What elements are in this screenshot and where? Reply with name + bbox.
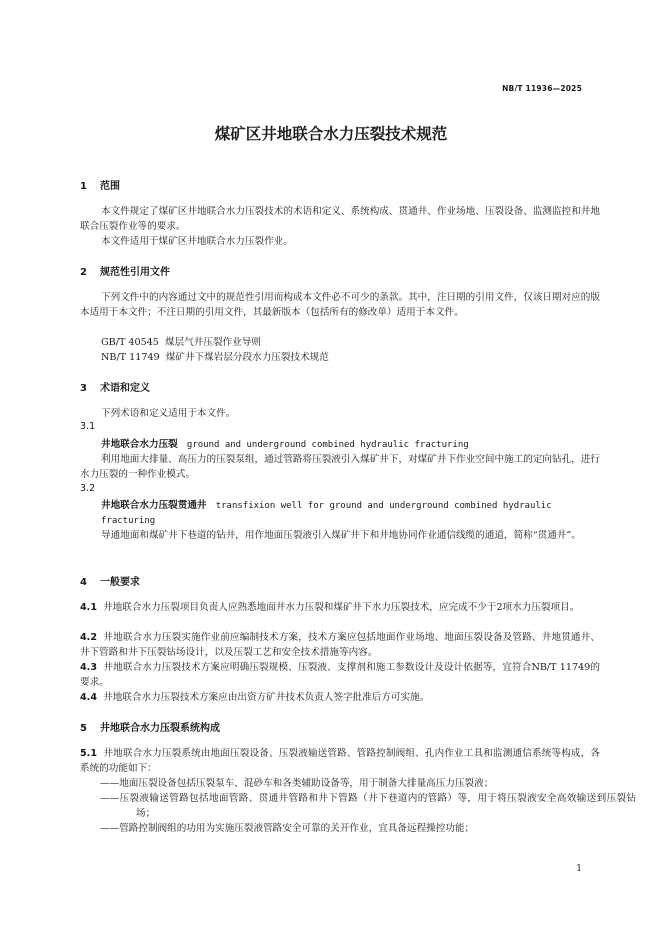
section-number: 4 bbox=[80, 577, 87, 588]
section-title: 术语和定义 bbox=[100, 383, 150, 394]
reference-code: GB/T 40545 bbox=[101, 337, 159, 348]
section-heading-2 bbox=[80, 263, 170, 278]
clause-number: 4.1 bbox=[80, 602, 97, 613]
clause-number: 4.2 bbox=[80, 632, 97, 643]
section-heading-5 bbox=[80, 719, 220, 734]
clause-text: 井地联合水力压裂技术方案应由出资方矿井技术负责人签字批准后方可实施。 bbox=[103, 692, 430, 703]
term-chinese: 井地联合水力压裂 bbox=[101, 439, 178, 450]
term-english-continued bbox=[101, 513, 155, 529]
section-title: 范围 bbox=[100, 181, 120, 192]
section-number: 1 bbox=[80, 181, 87, 192]
section-number: 5 bbox=[80, 723, 87, 734]
term-entry bbox=[101, 437, 469, 453]
reference-code: NB/T 11749 bbox=[101, 352, 160, 363]
term-number: 3.1 bbox=[80, 421, 96, 432]
section-heading-3 bbox=[80, 379, 150, 394]
section-number: 2 bbox=[80, 267, 87, 278]
section-number: 3 bbox=[80, 383, 87, 394]
section-heading-4 bbox=[80, 573, 140, 588]
term-chinese: 井地联合水力压裂贯通井 bbox=[101, 500, 207, 511]
clause-text: 井地联合水力压裂系统由地面压裂设备、压裂液输送管路、管路控制阀组、孔内作业工具和监测通信系统等构成，各系统的功能如下： bbox=[80, 748, 601, 774]
term-definition: 利用地面大排量、高压力的压裂泵组，通过管路将压裂液引入煤矿井下，对煤矿井下作业空间中施工的定向钻孔，进行水力压裂的一种作业模式。 bbox=[80, 454, 600, 480]
clause-text: 井地联合水力压裂项目负责人应熟悉地面井水力压裂和煤矿井下水力压裂技术，应完成不少于2项水力压裂项目。 bbox=[103, 602, 580, 613]
references-paragraph: 下列文件中的内容通过文中的规范性引用而构成本文件必不可少的条款。其中，注日期的引用文件，仅该日期对应的版本适用于本文件；不注日期的引用文件，其最新版本（包括所有的修改单）适用于本文件。 bbox=[80, 292, 600, 318]
document-number: NB/T 11936—2025 bbox=[502, 84, 582, 93]
term-entry bbox=[101, 498, 552, 514]
term-english: ground and underground combined hydraulic fracturing bbox=[186, 440, 469, 450]
clause-4-1 bbox=[80, 600, 600, 615]
section-title: 井地联合水力压裂系统构成 bbox=[100, 723, 220, 734]
clause-text: 井地联合水力压裂实施作业前应编制技术方案，技术方案应包括地面作业场地、地面压裂设备及管路、井地贯通井、井下管路和井下压裂钻场设计，以及压裂工艺和安全技术措施等内容。 bbox=[80, 632, 601, 658]
term-definition: 导通地面和煤矿井下巷道的钻井，用作地面压裂液引入煤矿井下和井地协同作业通信线缆的通道，简称“贯通井”。 bbox=[101, 530, 581, 541]
term-number: 3.2 bbox=[80, 483, 96, 494]
list-item: ——管路控制阀组的功用为实施压裂液管路安全可靠的关开作业，宜具备远程操控功能； bbox=[100, 823, 475, 834]
scope-paragraph: 本文件规定了煤矿区井地联合水力压裂技术的术语和定义、系统构成、贯通井、作业场地、压裂设备、监测监控和井地联合压裂作业等的要求。 bbox=[80, 206, 600, 232]
page-title: 煤矿区井地联合水力压裂技术规范 bbox=[214, 125, 448, 143]
reference-name: 煤矿井下煤岩层分段水力压裂技术规范 bbox=[165, 352, 329, 363]
page-number: 1 bbox=[576, 864, 582, 874]
clause-5-1 bbox=[80, 746, 600, 776]
section-title: 规范性引用文件 bbox=[100, 267, 170, 278]
term-english: transfixion well for ground and underground combined hydraulic bbox=[215, 501, 552, 511]
clause-text: 井地联合水力压裂技术方案应明确压裂规模、压裂液、支撑剂和施工参数设计及设计依据等，宜符合NB/T 11749的要求。 bbox=[80, 662, 600, 688]
reference-name: 煤层气井压裂作业导则 bbox=[165, 337, 261, 348]
section-title: 一般要求 bbox=[100, 577, 140, 588]
clause-number: 4.3 bbox=[80, 662, 97, 673]
clause-number: 4.4 bbox=[80, 692, 97, 703]
list-item: ——压裂液输送管路包括地面管路、贯通井管路和井下管路（井下巷道内的管路）等，用于将压裂液安全高效输送到压裂钻场； bbox=[100, 793, 636, 819]
terms-intro: 下列术语和定义适用于本文件。 bbox=[101, 408, 236, 419]
reference-item bbox=[101, 350, 329, 365]
section-heading-1 bbox=[80, 177, 120, 192]
clause-4-3 bbox=[80, 660, 600, 690]
reference-item bbox=[101, 335, 261, 350]
clause-number: 5.1 bbox=[80, 748, 97, 759]
clause-4-2 bbox=[80, 630, 600, 660]
scope-applicability: 本文件适用于煤矿区井地联合水力压裂作业。 bbox=[101, 236, 293, 247]
list-item: ——地面压裂设备包括压裂泵车、混砂车和各类辅助设备等，用于制备大排量高压力压裂液； bbox=[100, 778, 494, 789]
clause-4-4 bbox=[80, 690, 600, 705]
term-english-line2: fracturing bbox=[101, 516, 156, 526]
